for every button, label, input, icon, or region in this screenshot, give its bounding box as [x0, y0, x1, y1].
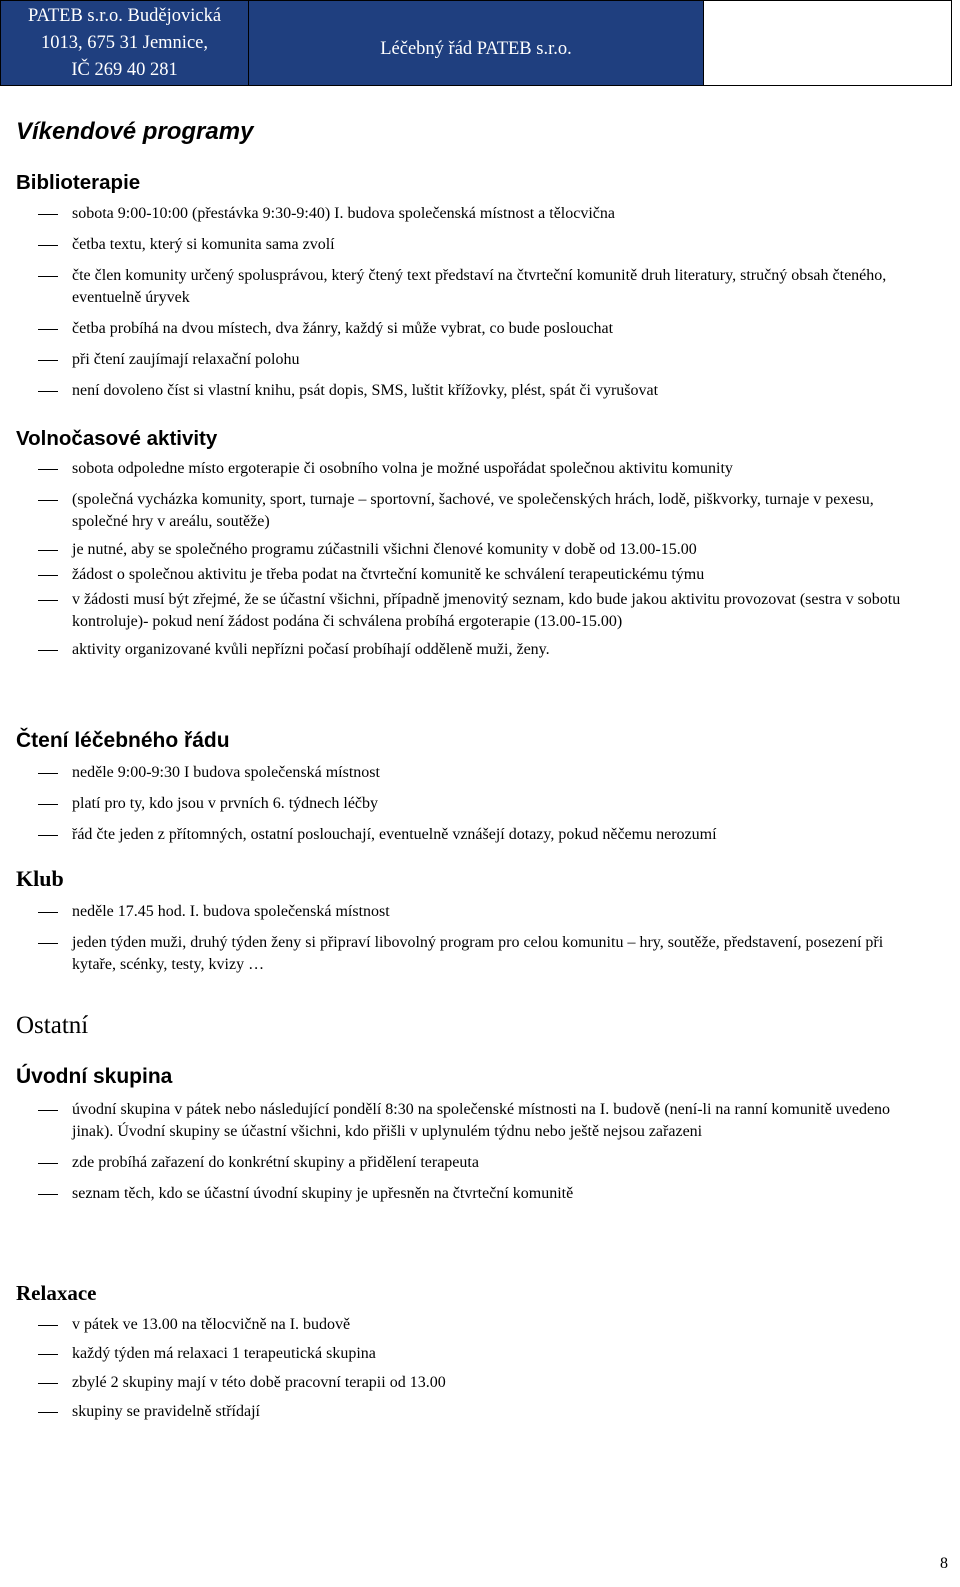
list-item: úvodní skupina v pátek nebo následující pondělí 8:30 na společenské místnosti na I. budově (není-li na ranní komunitě uvedeno jinak). Úvodní skupiny se účastní všichni, kdo přišli v uplynulém týdnu nebo ještě nejsou zařazeni	[16, 1099, 921, 1143]
dash-bullet	[38, 1383, 58, 1384]
relax-section	[16, 1280, 921, 1423]
reading-title: Čtení léčebného řádu	[16, 729, 230, 752]
dash-bullet	[38, 1163, 58, 1164]
club-list	[16, 901, 921, 976]
bibliotherapy-list	[16, 203, 921, 402]
bibliotherapy-section	[16, 170, 921, 402]
list-item: v žádosti musí být zřejmé, že se účastní všichni, případně jmenovitý seznam, kdo bude jakou aktivitu provozovat (sestra v sobotu kontroluje)- pokud není žádost podána či schválena probíhá ergoterapie (13.00-15.00)	[16, 589, 921, 633]
header-empty-cell	[704, 1, 951, 85]
dash-bullet	[38, 469, 58, 470]
intro-title: Úvodní skupina	[16, 1065, 173, 1088]
club-section	[16, 866, 921, 976]
dash-bullet	[38, 650, 58, 651]
dash-bullet	[38, 214, 58, 215]
intro-list	[16, 1099, 921, 1205]
company-line-1: PATEB s.r.o. Budějovická	[27, 6, 222, 26]
leisure-title: Volnočasové aktivity	[16, 427, 218, 450]
relax-list	[16, 1314, 921, 1423]
dash-bullet	[38, 276, 58, 277]
list-item: seznam těch, kdo se účastní úvodní skupiny je upřesněn na čtvrteční komunitě	[16, 1183, 921, 1205]
document-title-cell	[249, 1, 704, 85]
intro-section	[16, 1064, 921, 1205]
dash-bullet	[38, 1194, 58, 1195]
list-item: sobota 9:00-10:00 (přestávka 9:30-9:40) I. budova společenská místnost a tělocvična	[16, 203, 921, 225]
dash-bullet	[38, 391, 58, 392]
dash-bullet	[38, 245, 58, 246]
list-item: sobota odpoledne místo ergoterapie či osobního volna je možné uspořádat společnou aktivitu komunity	[16, 458, 921, 480]
list-item: při čtení zaujímají relaxační polohu	[16, 349, 921, 371]
dash-bullet	[38, 360, 58, 361]
relax-title: Relaxace	[16, 1281, 97, 1305]
page-number: 8	[940, 1555, 948, 1572]
company-info	[1, 1, 249, 85]
other-title: Ostatní	[16, 1012, 89, 1039]
club-title: Klub	[16, 866, 64, 891]
document-header	[0, 0, 952, 86]
dash-bullet	[38, 550, 58, 551]
dash-bullet	[38, 575, 58, 576]
dash-bullet	[38, 773, 58, 774]
list-item: aktivity organizované kvůli nepřízni počasí probíhají odděleně muži, ženy.	[16, 639, 921, 661]
list-item: jeden týden muži, druhý týden ženy si připraví libovolný program pro celou komunitu – hry, soutěže, představení, posezení při kytaře, scénky, testy, kvizy …	[16, 932, 921, 976]
reading-section	[16, 728, 921, 846]
list-item: v pátek ve 13.00 na tělocvičně na I. budově	[16, 1314, 921, 1336]
dash-bullet	[38, 1354, 58, 1355]
dash-bullet	[38, 1110, 58, 1111]
dash-bullet	[38, 600, 58, 601]
list-item: zde probíhá zařazení do konkrétní skupiny a přidělení terapeuta	[16, 1152, 921, 1174]
leisure-section	[16, 426, 921, 661]
dash-bullet	[38, 1412, 58, 1413]
dash-bullet	[38, 1325, 58, 1326]
list-item: skupiny se pravidelně střídají	[16, 1401, 921, 1423]
company-line-3: IČ 269 40 281	[71, 60, 178, 80]
dash-bullet	[38, 943, 58, 944]
company-line-2: 1013, 675 31 Jemnice,	[41, 33, 208, 53]
weekend-section	[16, 117, 921, 147]
other-section	[16, 1010, 921, 1042]
list-item: čte člen komunity určený spolusprávou, který čtený text představí na čtvrteční komunitě druh literatury, stručný obsah čteného, eventuelně úryvek	[16, 265, 921, 309]
dash-bullet	[38, 835, 58, 836]
dash-bullet	[38, 912, 58, 913]
document-title: Léčebný řád PATEB s.r.o.	[380, 38, 572, 59]
reading-list	[16, 762, 921, 846]
bibliotherapy-title: Biblioterapie	[16, 171, 141, 194]
weekend-title: Víkendové programy	[16, 118, 254, 145]
dash-bullet	[38, 804, 58, 805]
dash-bullet	[38, 329, 58, 330]
list-item: neděle 9:00-9:30 I budova společenská místnost	[16, 762, 921, 784]
leisure-list	[16, 458, 921, 661]
list-item: platí pro ty, kdo jsou v prvních 6. týdnech léčby	[16, 793, 921, 815]
list-item: každý týden má relaxaci 1 terapeutická skupina	[16, 1343, 921, 1365]
list-item: četba textu, který si komunita sama zvolí	[16, 234, 921, 256]
list-item: řád čte jeden z přítomných, ostatní poslouchají, eventuelně vznášejí dotazy, pokud něčemu nerozumí	[16, 824, 921, 846]
list-item: je nutné, aby se společného programu zúčastnili všichni členové komunity v době od 13.00-15.00	[16, 539, 921, 561]
list-item: četba probíhá na dvou místech, dva žánry, každý si může vybrat, co bude poslouchat	[16, 318, 921, 340]
list-item: neděle 17.45 hod. I. budova společenská místnost	[16, 901, 921, 923]
list-item: žádost o společnou aktivitu je třeba podat na čtvrteční komunitě ke schválení terapeutickému týmu	[16, 564, 921, 586]
list-item: není dovoleno číst si vlastní knihu, psát dopis, SMS, luštit křížovky, plést, spát či vyrušovat	[16, 380, 921, 402]
list-item: zbylé 2 skupiny mají v této době pracovní terapii od 13.00	[16, 1372, 921, 1394]
dash-bullet	[38, 500, 58, 501]
list-item: (společná vycházka komunity, sport, turnaje – sportovní, šachové, ve společenských hrách, lodě, piškvorky, turnaje v pexesu, společné hry v areálu, soutěže)	[16, 489, 921, 533]
